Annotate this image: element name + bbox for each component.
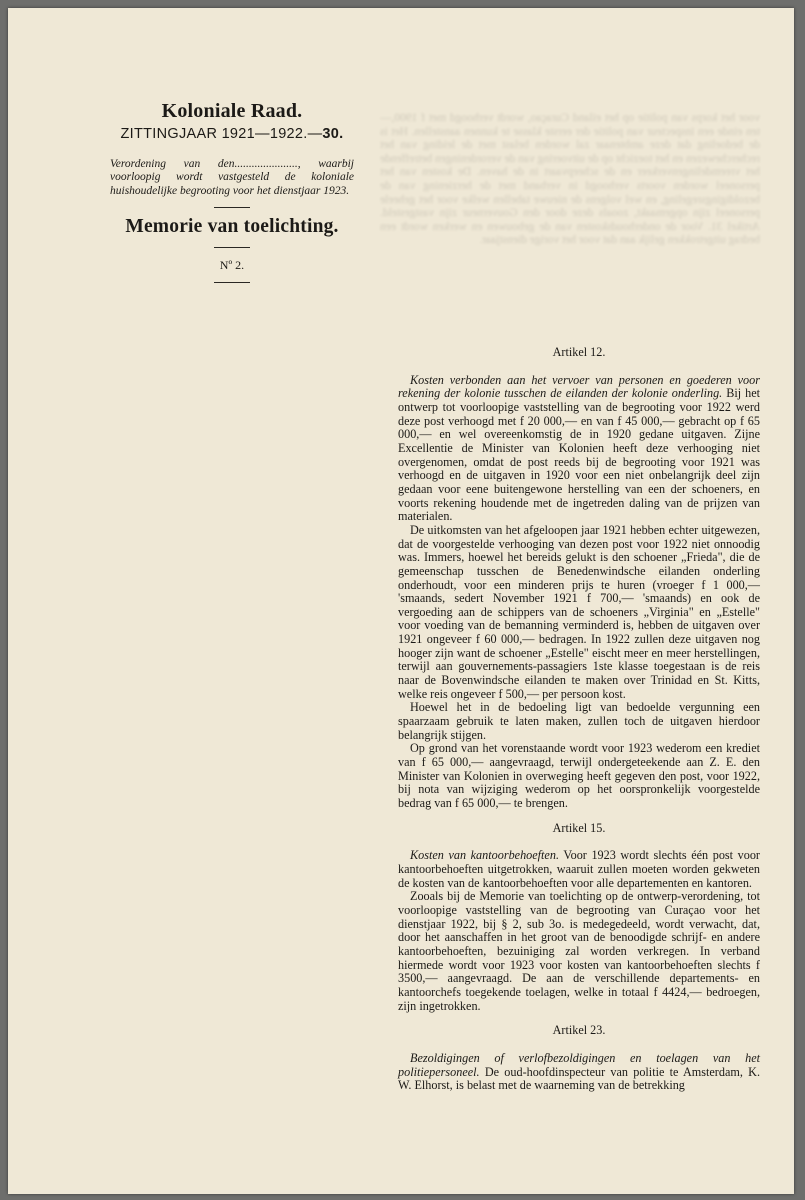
article-text: Voor 1923 wordt slechts één post voor kantoorbehoeften uitgetrokken, waaruit zullen moeten worden gekweten de kosten van de kantoorbehoeften voor alle departementen en kantoren. [398, 848, 760, 890]
article-section [398, 822, 760, 1014]
session-label: ZITTINGJAAR 1921—1922.— [120, 126, 323, 142]
article-paragraph [398, 374, 760, 524]
article-subject: Kosten van kantoorbehoeften. [410, 848, 559, 863]
divider [214, 207, 250, 208]
article-text: Op grond van het vorenstaande wordt voor 1923 wederom een krediet van f 65 000,— aangevraagd, terwijl ondergeteekende aan Z. E. den Minister van Kolonien in overweging heeft gegeven den post, voor 1922, bij nota van wijziging wederom op het oorspronkelijk voorgestelde bedrag van f 65 000,— te brengen. [398, 741, 760, 810]
article-paragraph [398, 1052, 760, 1093]
session-line [110, 126, 354, 142]
article-text: Zooals bij de Memorie van toelichting op de ontwerp-verordening, tot voorloopige vaststelling van de begrooting van Curaçao voor het dienstjaar 1922, bij § 2, sub 3o. is medegedeeld, wordt verwacht, dat, door het aanschaffen in het groot van de benoodigde schrijf- en andere kantoorbehoeften, bezuiniging zal worden verkregen. In verband hiermede wordt voor 1923 voor kosten van kantoorbehoeften slechts f 3500,— aangevraagd. De aan de verschillende departements- en kantoorchefs toegekende toelagen, welke in totaal f 4424,— bedroegen, zijn ingetrokken. [398, 889, 760, 1013]
article-text: Bij het ontwerp tot voorloopige vaststelling van de begrooting voor 1922 werd deze post verhoogd met f 20 000,— en van f 45 000,— gebracht op f 65 000,— en wel overeenkomstig de in 1920 gedane uitgaven. Zijne Excellentie de Minister van Kolonien heeft deze verhooging niet overgenomen, omdat de post reeds bij de begrooting voor 1921 was verhoogd en de uitgaven in 1920 voor een niet onbelangrijk deel zijn gedaan voor eene buitengewone herstelling van een der schoeners, en voorts rekening houdende met de ingetreden daling van de prijzen van materialen. [398, 386, 760, 524]
title-block [110, 100, 354, 283]
memorandum-body [398, 346, 760, 1093]
article-section [398, 1024, 760, 1093]
article-text: De oud-hoofdinspecteur van politie te Amsterdam, K. W. Elhorst, is belast met de waarneming van de betrekking [398, 1064, 760, 1093]
reverse-side-bleed-through: voor het korps van politie op het eiland Curaçao, wordt verhoogd met f 1900,— ten einde een inspecteur van politie der eerste klasse te kunnen aanstellen. Het is de bedoeling dat deze ambtenaar zal worden belast met de leiding van het recherchewezen en het toezicht op de uitvoering van de verordeningen betreffende het vreemdelingenverkeer en de scheepvaart in de haven. De kosten van het personeel worden voorts verhoogd in verband met de herziening van de bezoldigingsregeling, en wel volgens de nieuwe tabellen welke voor het geheele personeel zijn opgemaakt, zooals deze door den Gouverneur zijn vastgesteld. Artikel 31. Voor de onderhoudskosten van de gebouwen en werken wordt een bedrag uitgetrokken gelijk aan dat voor het vorige dienstjaar. [380, 112, 760, 247]
session-number: 30. [322, 126, 344, 142]
article-section [398, 346, 760, 811]
ordinance-subject: Verordening van den......................, waarbij voorloopig wordt vastgesteld de koloniale huishoudelijke begrooting voor het dienstjaar 1923. [110, 158, 354, 197]
article-heading: Artikel 15. [552, 820, 606, 835]
article-paragraph [398, 524, 760, 702]
article-text: De uitkomsten van het afgeloopen jaar 1921 hebben echter uitgewezen, dat de voorgestelde verhooging van dezen post voor 1922 niet onnoodig was. Immers, hoewel het bereids gelukt is den schoener „Frieda", die de gemeenschap tusschen de Benedenwindsche eilanden onderling onderhoudt, voor een minderen prijs te huren (vroeger f 1 000,— 'smaands, sedert November 1921 f 700,— 'smaands) en ook de vergoeding aan de schippers van de schoeners „Virginia" en „Estelle" voor voeding van de bemanning verminderd is, hebben de uitgaven over 1921 ongeveer f 60 000,— bedragen. In 1922 zullen deze uitgaven nog hooger zijn want de schoener „Estelle" eischt meer en meer herstellingen, terwijl aan gouvernements-passagiers 1ste klasse toegestaan is de reis naar de Bovenwindsche eilanden te maken over Trinidad en St. Kitts, welke reis ongeveer f 500,— per persoon kost. [398, 522, 760, 701]
article-text: Hoewel het in de bedoeling ligt van bedoelde vergunning een spaarzaam gebruik te laten maken, zullen toch de uitgaven hierdoor belangrijk stijgen. [398, 700, 760, 742]
article-subject: Kosten verbonden aan het vervoer van personen en goederen voor rekening der kolonie tusschen de eilanden der kolonie onderling. [398, 372, 760, 401]
document-number: Nº 2. [219, 258, 245, 273]
section-gap [398, 811, 760, 822]
article-paragraph [398, 849, 760, 890]
document-title: Memorie van toelichting. [125, 216, 339, 238]
council-title: Koloniale Raad. [161, 100, 303, 122]
article-subject: Bezoldigingen of verlofbezoldigingen en toelagen van het politiepersoneel. [398, 1050, 760, 1079]
article-heading: Artikel 23. [552, 1023, 606, 1038]
divider [214, 282, 250, 283]
article-heading: Artikel 12. [552, 345, 606, 359]
article-paragraph [398, 890, 760, 1013]
divider [214, 247, 250, 248]
article-paragraph [398, 701, 760, 742]
article-paragraph [398, 742, 760, 810]
